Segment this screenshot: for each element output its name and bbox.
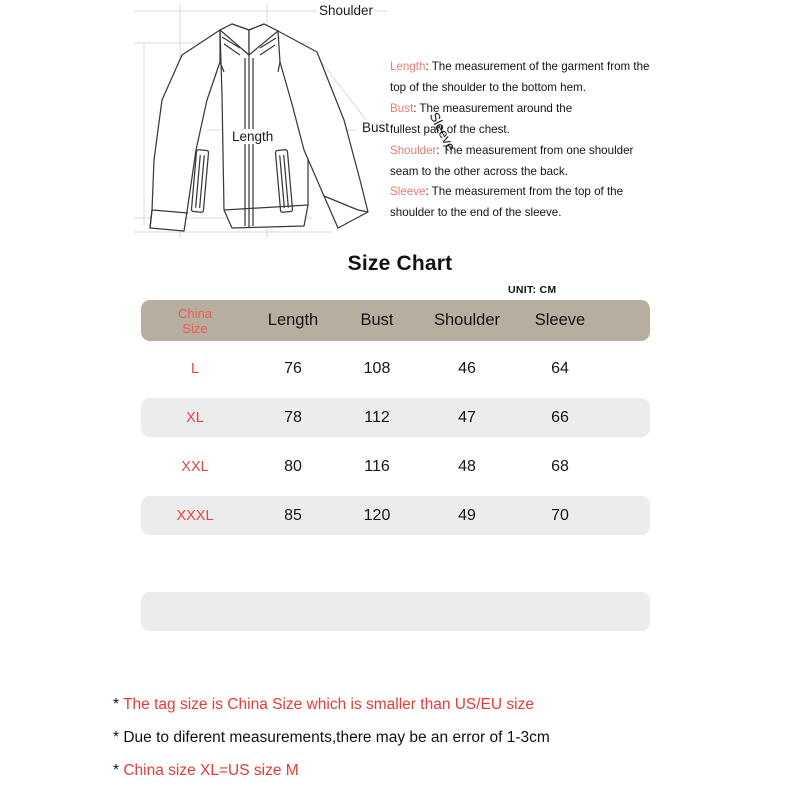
illustration-label-length: Length — [232, 129, 274, 144]
jacket-outline — [150, 24, 368, 231]
cell-length: 85 — [284, 506, 302, 524]
table-row — [141, 496, 650, 535]
size-value: XXXL — [176, 507, 214, 524]
description-key: Sleeve — [390, 185, 426, 199]
cell-shoulder: 48 — [458, 457, 476, 475]
description-text: shoulder to the end of the sleeve. — [390, 206, 562, 220]
cell-size — [141, 507, 249, 525]
measurement-descriptions — [390, 57, 690, 224]
cell-length: 78 — [284, 408, 302, 426]
column-header-shoulder: Shoulder — [433, 311, 501, 329]
column-header-china-size — [141, 306, 249, 336]
unit-label: UNIT: CM — [508, 284, 557, 296]
description-line — [390, 203, 690, 224]
china-size-line1: China — [178, 305, 212, 321]
cell-sleeve: 70 — [551, 506, 569, 524]
jacket-svg — [112, 0, 387, 248]
illustration-label-shoulder: Shoulder — [319, 3, 374, 18]
page-title: Size Chart — [347, 252, 453, 275]
description-text: top of the shoulder to the bottom hem. — [390, 80, 586, 94]
illustration-label-sleeve: Sleeve — [426, 109, 459, 154]
row-gap — [141, 388, 650, 398]
size-value: XL — [186, 409, 204, 426]
size-value: L — [190, 360, 200, 377]
cell-size — [141, 360, 249, 378]
table-header-row — [141, 300, 650, 341]
description-key: Bust — [390, 101, 414, 115]
description-line — [390, 141, 690, 162]
column-header-sleeve: Sleeve — [534, 311, 586, 329]
description-text: seam to the other across the back. — [390, 164, 568, 178]
size-chart-table — [141, 300, 650, 535]
description-key: Shoulder — [390, 143, 437, 157]
footer-note — [113, 721, 753, 754]
column-header-length: Length — [267, 311, 319, 329]
note-marker: * — [113, 696, 120, 713]
table-row — [141, 398, 650, 437]
cell-size — [141, 458, 249, 476]
note-marker: * — [113, 762, 120, 779]
column-header-bust: Bust — [360, 311, 394, 329]
footer-note — [113, 754, 753, 787]
note-text: The tag size is China Size which is smaller than US/EU size — [119, 696, 534, 713]
table-row-empty — [141, 592, 650, 631]
note-text: China size XL=US size M — [119, 762, 299, 779]
description-text: : The measurement from the top of the — [425, 185, 624, 199]
table-row — [141, 349, 650, 388]
footer-note — [113, 688, 753, 721]
description-line — [390, 57, 690, 78]
cell-size — [141, 409, 249, 427]
table-row — [141, 447, 650, 486]
illustration-label-bust: Bust — [362, 120, 390, 135]
description-text: fullest part of the chest. — [390, 122, 510, 136]
cell-bust: 116 — [364, 457, 390, 475]
description-text: : The measurement of the garment from the — [425, 60, 650, 73]
description-line — [390, 182, 690, 203]
cell-bust: 120 — [363, 506, 391, 524]
note-marker: * — [113, 729, 120, 746]
description-text: : The measurement around the — [413, 101, 573, 115]
note-text: Due to diferent measurements,there may be an error of 1-3cm — [119, 729, 550, 746]
description-line — [390, 99, 690, 120]
cell-bust: 112 — [364, 408, 390, 426]
description-text: : The measurement from one shoulder — [436, 143, 634, 157]
description-line — [390, 78, 690, 99]
cell-sleeve: 68 — [551, 457, 569, 475]
cell-bust: 108 — [363, 359, 391, 377]
description-line — [390, 162, 690, 183]
cell-length: 80 — [284, 457, 302, 475]
cell-length: 76 — [284, 359, 302, 377]
description-line — [390, 120, 690, 141]
cell-sleeve: 64 — [551, 359, 569, 377]
description-key: Length — [390, 60, 426, 73]
footer-notes — [113, 688, 753, 787]
cell-sleeve: 66 — [551, 408, 569, 426]
china-size-line2: Size — [182, 320, 208, 336]
cell-shoulder: 49 — [458, 506, 476, 524]
cell-shoulder: 47 — [458, 408, 476, 426]
size-value: XXL — [181, 458, 209, 475]
row-gap — [141, 486, 650, 496]
cell-shoulder: 46 — [458, 359, 476, 377]
row-gap — [141, 437, 650, 447]
